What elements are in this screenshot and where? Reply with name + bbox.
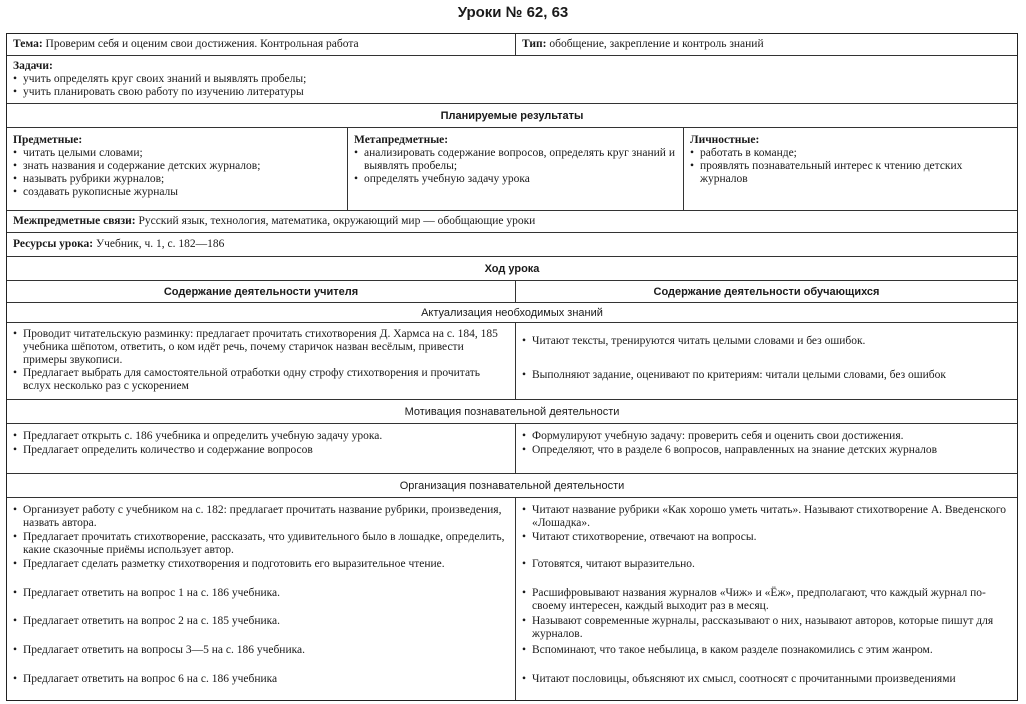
list-item: • создавать рукописные журналы — [13, 186, 341, 199]
interdisciplinary-row — [7, 210, 1017, 232]
planned-results-header-row — [7, 103, 1017, 127]
tasks-row — [7, 55, 1017, 103]
lesson-flow-header: Ход урока — [484, 263, 540, 275]
type-cell — [515, 34, 1017, 55]
section-body-motivation — [7, 423, 1017, 473]
list-item: • Расшифровывают названия журналов «Чиж» и «Ёж», предполагают, что каждый журнал по-своему интересен, каждый выходит раз в месяц. — [522, 587, 1011, 613]
section-body-actualization — [7, 322, 1017, 399]
personal-results-cell — [683, 128, 1017, 210]
planned-results-row — [7, 127, 1017, 210]
list-item: • Предлагает прочитать стихотворение, рассказать, что удивительного было в лошадке, определить, какие сказочные приёмы использует автор. — [13, 531, 509, 557]
teacher-cell — [7, 424, 515, 473]
student-column-header: Содержание деятельности обучающихся — [515, 281, 1017, 302]
teacher-column-header: Содержание деятельности учителя — [163, 286, 359, 298]
section-title-motivation: Мотивация познавательной деятельности — [404, 406, 620, 418]
interdisciplinary-label: Межпредметные связи: — [13, 215, 136, 227]
topic-text: Проверим себя и оценим свои достижения. Контрольная работа — [45, 38, 359, 50]
section-body-organization — [7, 497, 1017, 700]
meta-results-list — [354, 147, 677, 186]
topic-label: Тема: — [13, 38, 43, 50]
list-item: • Организует работу с учебником на с. 182: предлагает прочитать название рубрики, произведения, назвать автора. — [13, 504, 509, 530]
list-item: • учить планировать свою работу по изучению литературы — [13, 86, 1011, 99]
topic-cell — [7, 34, 515, 55]
topic-row — [7, 34, 1017, 55]
list-item: • Читают тексты, тренируются читать целыми словами и без ошибок. — [522, 335, 1011, 348]
list-item: • Предлагает ответить на вопрос 2 на с. 185 учебника. — [13, 615, 509, 628]
student-cell — [515, 323, 1017, 399]
column-headers-row — [7, 280, 1017, 302]
list-item: • Проводит читательскую разминку: предлагает прочитать стихотворения Д. Хармса на с. 184, 185 учебника шёпотом, ответить, о ком идёт речь, почему старичок назван весёлым, привести примеры звукописи. — [13, 328, 509, 367]
list-item: • Определяют, что в разделе 6 вопросов, направленных на знание детских журналов — [522, 444, 1011, 457]
section-title-row — [7, 302, 1017, 322]
list-item: • Предлагает ответить на вопросы 3—5 на с. 186 учебника. — [13, 644, 509, 657]
meta-results-label: Метапредметные: — [354, 134, 449, 146]
interdisciplinary-text: Русский язык, технология, математика, окружающий мир — обобщающие уроки — [138, 215, 536, 227]
section-title-organization: Организация познавательной деятельности — [399, 480, 625, 492]
lesson-flow-header-row — [7, 256, 1017, 280]
section-title-row — [7, 399, 1017, 423]
personal-results-list — [690, 147, 1011, 186]
list-item: • Предлагает открыть с. 186 учебника и определить учебную задачу урока. — [13, 430, 509, 443]
teacher-cell — [7, 323, 515, 399]
subject-results-list — [13, 147, 341, 199]
list-item: • Предлагает сделать разметку стихотворения и подготовить его выразительное чтение. — [13, 558, 509, 571]
list-item: • Читают стихотворение, отвечают на вопросы. — [522, 531, 1011, 544]
resources-label: Ресурсы урока: — [13, 238, 94, 250]
list-item: • работать в команде; — [690, 147, 1011, 160]
type-label: Тип: — [522, 38, 547, 50]
list-item: • Называют современные журналы, рассказывают о них, называют авторов, которые пишут для журналов. — [522, 615, 1011, 641]
list-item: • анализировать содержание вопросов, определять круг знаний и выявлять пробелы; — [354, 147, 677, 173]
list-item: • Предлагает выбрать для самостоятельной отработки одну строфу стихотворения и прочитать вслух несколько раз с ускорением — [13, 367, 509, 393]
meta-results-cell — [347, 128, 683, 210]
list-item: • Формулируют учебную задачу: проверить себя и оценить свои достижения. — [522, 430, 1011, 443]
list-item: • Читают название рубрики «Как хорошо уметь читать». Называют стихотворение А. Введенского «Лошадка». — [522, 504, 1011, 530]
list-item: • Вспоминают, что такое небылица, в каком разделе познакомились с этим жанром. — [522, 644, 1011, 657]
personal-results-label: Личностные: — [690, 134, 760, 146]
student-cell — [515, 498, 1017, 700]
list-item: • знать названия и содержание детских журналов; — [13, 160, 341, 173]
section-title-actualization: Актуализация необходимых знаний — [421, 307, 603, 319]
tasks-label: Задачи: — [13, 60, 53, 72]
page-title: Уроки № 62, 63 — [457, 4, 569, 21]
tasks-list — [13, 73, 1011, 99]
list-item: • читать целыми словами; — [13, 147, 341, 160]
resources-text: Учебник, ч. 1, с. 182—186 — [95, 238, 225, 250]
list-item: • Готовятся, читают выразительно. — [522, 558, 1011, 571]
type-text: обобщение, закрепление и контроль знаний — [549, 38, 764, 50]
tasks-cell — [7, 56, 1017, 103]
subject-results-cell — [7, 128, 347, 210]
resources-row — [7, 232, 1017, 256]
interdisciplinary-cell — [7, 211, 1017, 232]
list-item: • Читают пословицы, объясняют их смысл, соотносят с прочитанными произведениями — [522, 673, 1011, 686]
lesson-plan-table — [6, 33, 1018, 701]
list-item: • называть рубрики журналов; — [13, 173, 341, 186]
planned-results-header: Планируемые результаты — [440, 110, 584, 122]
list-item: • Выполняют задание, оценивают по критериям: читали целыми словами, без ошибок — [522, 369, 1011, 382]
resources-cell — [7, 233, 1017, 256]
list-item: • Предлагает ответить на вопрос 6 на с. 186 учебника — [13, 673, 509, 686]
subject-results-label: Предметные: — [13, 134, 83, 146]
student-cell — [515, 424, 1017, 473]
list-item: • проявлять познавательный интерес к чтению детских журналов — [690, 160, 1011, 186]
list-item: • Предлагает определить количество и содержание вопросов — [13, 444, 509, 457]
list-item: • учить определять круг своих знаний и выявлять пробелы; — [13, 73, 1011, 86]
teacher-cell — [7, 498, 515, 700]
list-item: • Предлагает ответить на вопрос 1 на с. 186 учебника. — [13, 587, 509, 600]
section-title-row — [7, 473, 1017, 497]
list-item: • определять учебную задачу урока — [354, 173, 677, 186]
